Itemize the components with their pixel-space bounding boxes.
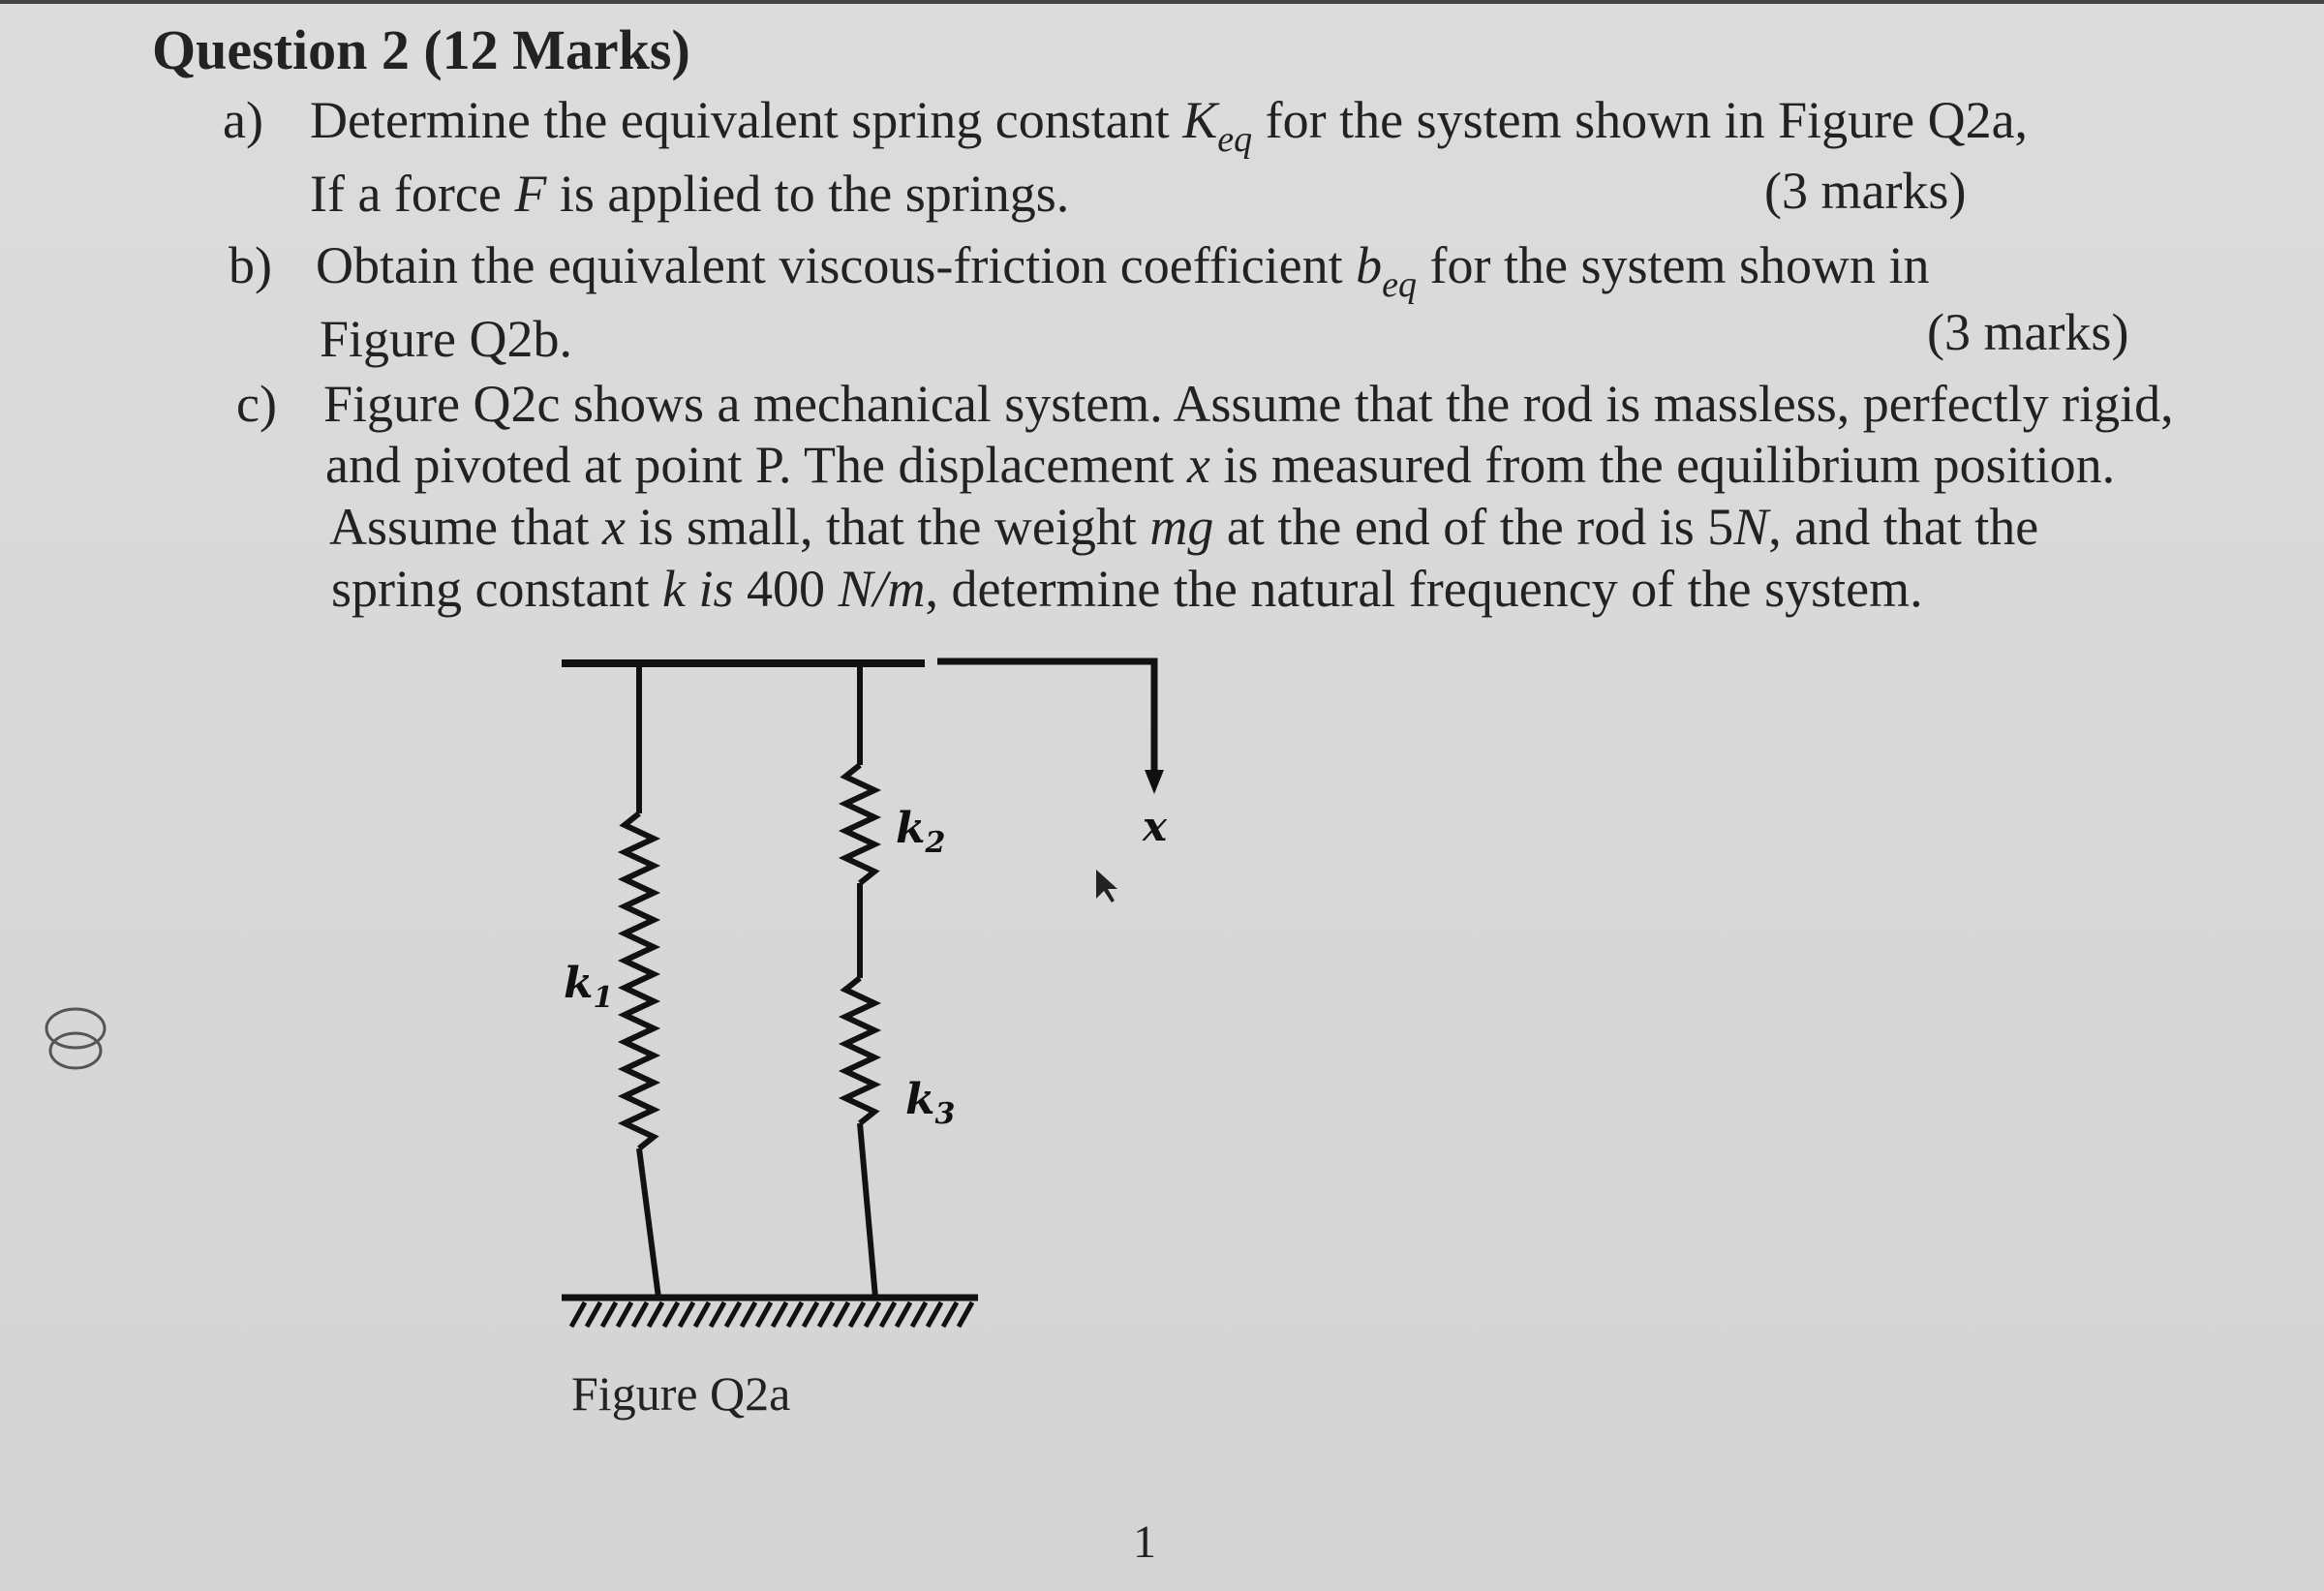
label-k1: $k_1$ [564,959,614,1015]
part-c-line3: Assume that x is small, that the weight mg at the end of the rod is 5N, and that the [329,498,2039,556]
part-a-marks: (3 marks) [1764,162,1967,220]
part-c-line4: spring constant k is 400 N/m, determine the natural frequency of the system. [331,560,1923,618]
label-k2: $k_2$ [896,804,946,860]
margin-doodle [46,1009,105,1068]
x-arm [937,661,1154,775]
part-b-line1: b) Obtain the equivalent viscous-friction coefficient $b_{eq}$ for the system shown in [229,236,1930,305]
part-b-line2: Figure Q2b. [320,310,572,368]
figure-caption: Figure Q2a [571,1366,791,1421]
label-k3: $k_3$ [905,1075,956,1131]
ground-hatch [571,1302,972,1327]
label-x: x [1143,803,1168,850]
question-title: Question 2 (12 Marks) [152,18,690,81]
part-c-line2: and pivoted at point P. The displacement x is measured from the equilibrium position. [325,436,2116,494]
part-a-line2: If a force F is applied to the springs. [310,165,1070,223]
part-c-line1: c) Figure Q2c shows a mechanical system. Assume that the rod is massless, perfectly rigid, [236,375,2174,433]
part-c-label: c) [236,375,277,433]
part-b-label: b) [229,236,272,294]
spring-k1 [625,663,658,1298]
mouse-cursor-icon [1096,870,1117,903]
part-b-marks: (3 marks) [1927,303,2129,361]
part-a-label: a) [223,91,263,149]
spring-k2-k3 [845,663,875,1298]
part-a-line1: a) Determine the equivalent spring constant $K_{eq}$ for the system shown in Figure Q2a, [223,91,2029,160]
x-arrowhead [1145,770,1164,794]
page-number: 1 [1133,1516,1156,1568]
